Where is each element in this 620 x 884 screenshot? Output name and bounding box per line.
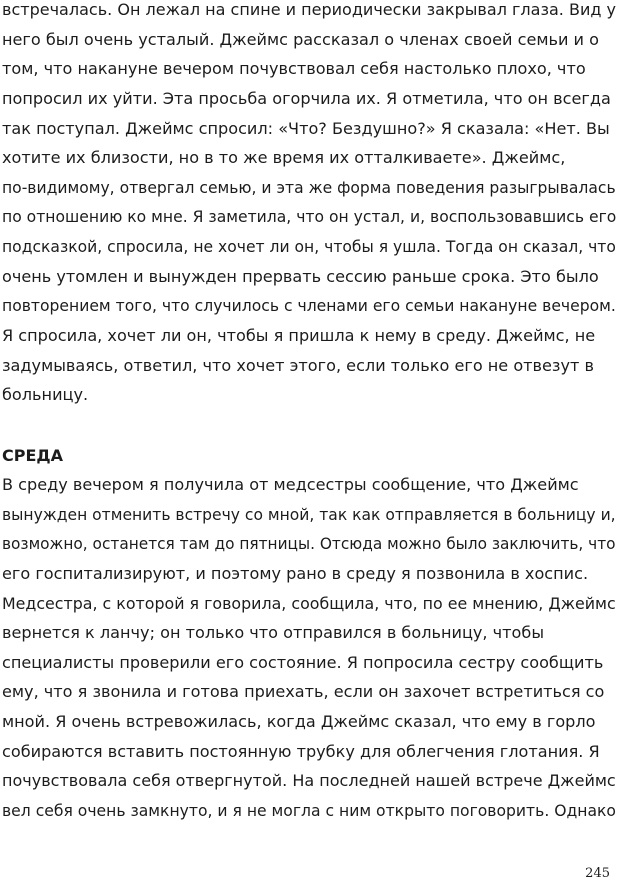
paragraph-1-line-8: по отношению ко мне. Я заметила, что он устал, и, воспользовавшись его [2,207,617,226]
paragraph-2-line-9: мной. Я очень встревожилась, когда Джеймс сказал, что ему в горло [2,712,596,731]
paragraph-1-line-4: попросил их уйти. Эта просьба огорчила их. Я отметила, что он всегда [2,89,611,108]
paragraph-1-line-7: по-видимому, отвергал семью, и эта же форма поведения разыгрывалась [2,178,616,197]
paragraph-1-line-2: него был очень усталый. Джеймс рассказал о членах своей семьи и о [2,30,599,49]
section-heading: СРЕДА [2,446,64,465]
paragraph-2-line-2: вынужден отменить встречу со мной, так как отправляется в больницу и, [2,505,616,524]
paragraph-2-line-6: вернется к ланчу; он только что отправился в больницу, чтобы [2,623,545,642]
paragraph-1-line-13: задумываясь, ответил, что хочет этого, если только его не отвезут в [2,356,594,375]
paragraph-2-line-1: В среду вечером я получила от медсестры сообщение, что Джеймс [2,475,579,494]
paragraph-2-line-4: его госпитализируют, и поэтому рано в среду я позвонила в хоспис. [2,564,589,583]
paragraph-1-line-5: так поступал. Джеймс спросил: «Что? Бездушно?» Я сказала: «Нет. Вы [2,119,610,138]
paragraph-2-line-12: вел себя очень замкнуто, и я не могла с ним открыто поговорить. Однако [2,801,616,820]
paragraph-1-line-3: том, что накануне вечером почувствовал себя настолько плохо, что [2,59,586,78]
paragraph-2-line-7: специалисты проверили его состояние. Я попросила сестру сообщить [2,653,604,672]
paragraph-1-line-11: повторением того, что случилось с членами его семьи накануне вечером. [2,296,616,315]
paragraph-2-line-8: ему, что я звонила и готова приехать, если он захочет встретиться со [2,682,605,701]
paragraph-2-line-10: собираются вставить постоянную трубку для облегчения глотания. Я [2,742,600,761]
page-number: 245 [585,866,610,881]
paragraph-2-line-3: возможно, останется там до пятницы. Отсюда можно было заключить, что [2,534,616,553]
paragraph-1-line-14: больницу. [2,385,89,404]
paragraph-2-line-11: почувствовала себя отвергнутой. На последней нашей встрече Джеймс [2,771,616,790]
paragraph-1-line-1: встречалась. Он лежал на спине и периодически закрывал глаза. Вид у [2,0,617,19]
paragraph-1-line-12: Я спросила, хочет ли он, чтобы я пришла к нему в среду. Джеймс, не [2,326,596,345]
paragraph-2-line-5: Медсестра, с которой я говорила, сообщила, что, по ее мнению, Джеймс [2,594,616,613]
paragraph-1-line-9: подсказкой, спросила, не хочет ли он, чтобы я ушла. Тогда он сказал, что [2,237,616,256]
paragraph-1-line-10: очень утомлен и вынужден прервать сессию раньше срока. Это было [2,267,599,286]
paragraph-1-line-6: хотите их близости, но в то же время их отталкиваете». Джеймс, [2,148,566,167]
